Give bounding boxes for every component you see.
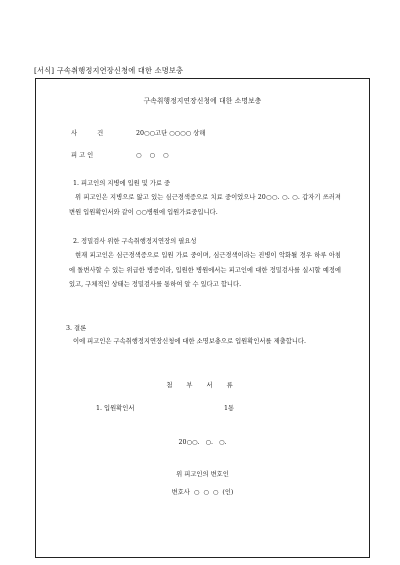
defendant-value: ○ ○ ○ [136,152,172,159]
attachment-item-name: 1. 입원확인서 [96,405,135,412]
document-title: 구속취행정지연장신청에 대한 소명보충 [143,97,262,105]
section-1-body: 위 피고인은 지병으로 앓고 있는 심근경색증으로 치료 중이었으나 20○○. ○. ○. 갑자기 쓰러져 변원 입원확인서와 같이 ○○병원에 입원가료중입니다. [69,194,341,216]
form-caption: [서식] 구속취행정지연장신청에 대한 소명보충 [34,66,184,75]
defendant-label: 피 고 인 [71,152,94,159]
signature-line-2: 변호사 ○ ○ ○ (인) [171,489,234,496]
document-box [35,78,370,558]
case-label: 사 건 [71,130,113,137]
attachment-item-count: 1통 [224,405,235,412]
section-2-heading: 2. 정밀검사 위한 구속취행정지연장의 필요성 [73,238,197,245]
section-3-body: 이에 피고인은 구속취행정지연장신청에 대한 소명보충으로 입원확인서를 제출합니다. [73,338,306,345]
attachments-heading: 첨 부 서 류 [166,382,239,389]
section-1-heading: 1. 피고인의 지병에 입원 및 가료 중 [73,180,171,187]
signature-line-1: 위 피고인의 변호인 [176,471,229,478]
case-value: 20○○고단 ○○○○ 상해 [136,130,206,137]
section-2-body: 현재 피고인은 심근경색증으로 입원 가료 중이며, 심근경색이라는 진병이 악화될 경우 하루 아침에 돌변사할 수 있는 위급한 병증이라, 입원한 병원에서는 피고인에 대한 정밀검사를 실시할 예정에 있고, 구체적인 상태는 정밀검사를 통하여 알 수 있다고 합니다. [69,252,341,288]
section-3-heading: 3. 결론 [66,325,87,332]
document-date: 20○○. ○. ○. [178,439,227,446]
